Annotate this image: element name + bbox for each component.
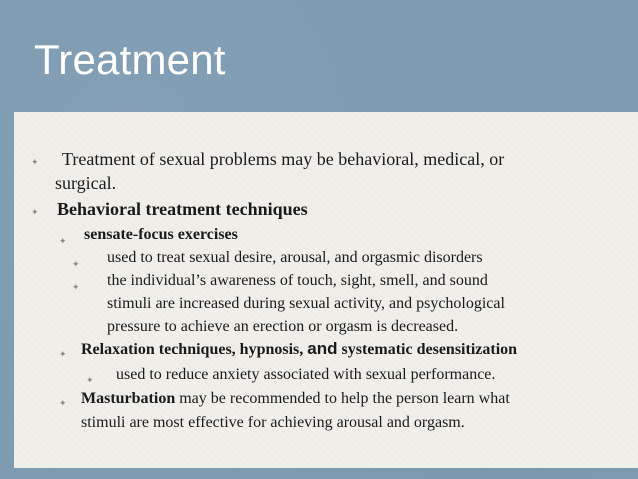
sensate-point2-line2: stimuli are increased during sexual activity, and psychological [107, 295, 505, 312]
bullet-icon: ✦ [72, 260, 80, 270]
bullet-icon: ✦ [59, 399, 67, 409]
sensate-point1: used to treat sexual desire, arousal, and orgasmic disorders [107, 249, 483, 266]
masturbation-rest: may be recommended to help the person learn what [179, 390, 510, 407]
sensate-point2-line1: the individual’s awareness of touch, sight, smell, and sound [107, 272, 488, 289]
bullet-icon: ✦ [72, 283, 80, 293]
bullet-icon: ✦ [31, 158, 39, 168]
item1-line2: surgical. [55, 173, 117, 193]
sensate-point2-line3: pressure to achieve an erection or orgasm is decreased. [107, 318, 459, 335]
slide-title: Treatment [34, 36, 226, 83]
relaxation-heading-and: and [307, 339, 338, 358]
bullet-icon: ✦ [86, 376, 94, 386]
content-panel [14, 112, 638, 468]
item1-line1: Treatment of sexual problems may be behavioral, medical, or [62, 149, 505, 169]
masturbation-bold: Masturbation [81, 390, 176, 407]
bullet-icon: ✦ [59, 350, 67, 360]
relaxation-heading-part3: systematic desensitization [341, 341, 518, 358]
bullet-icon: ✦ [59, 237, 67, 247]
behavioral-heading: Behavioral treatment techniques [57, 199, 308, 219]
masturbation-line1 [81, 389, 510, 409]
relaxation-heading [81, 339, 517, 360]
bullet-icon: ✦ [31, 208, 39, 218]
sensate-focus-heading: sensate-focus exercises [84, 226, 238, 243]
masturbation-line2: stimuli are most effective for achieving arousal and orgasm. [81, 414, 465, 431]
relaxation-heading-part1: Relaxation techniques, hypnosis, [81, 341, 304, 358]
relaxation-point1: used to reduce anxiety associated with sexual performance. [116, 366, 496, 383]
